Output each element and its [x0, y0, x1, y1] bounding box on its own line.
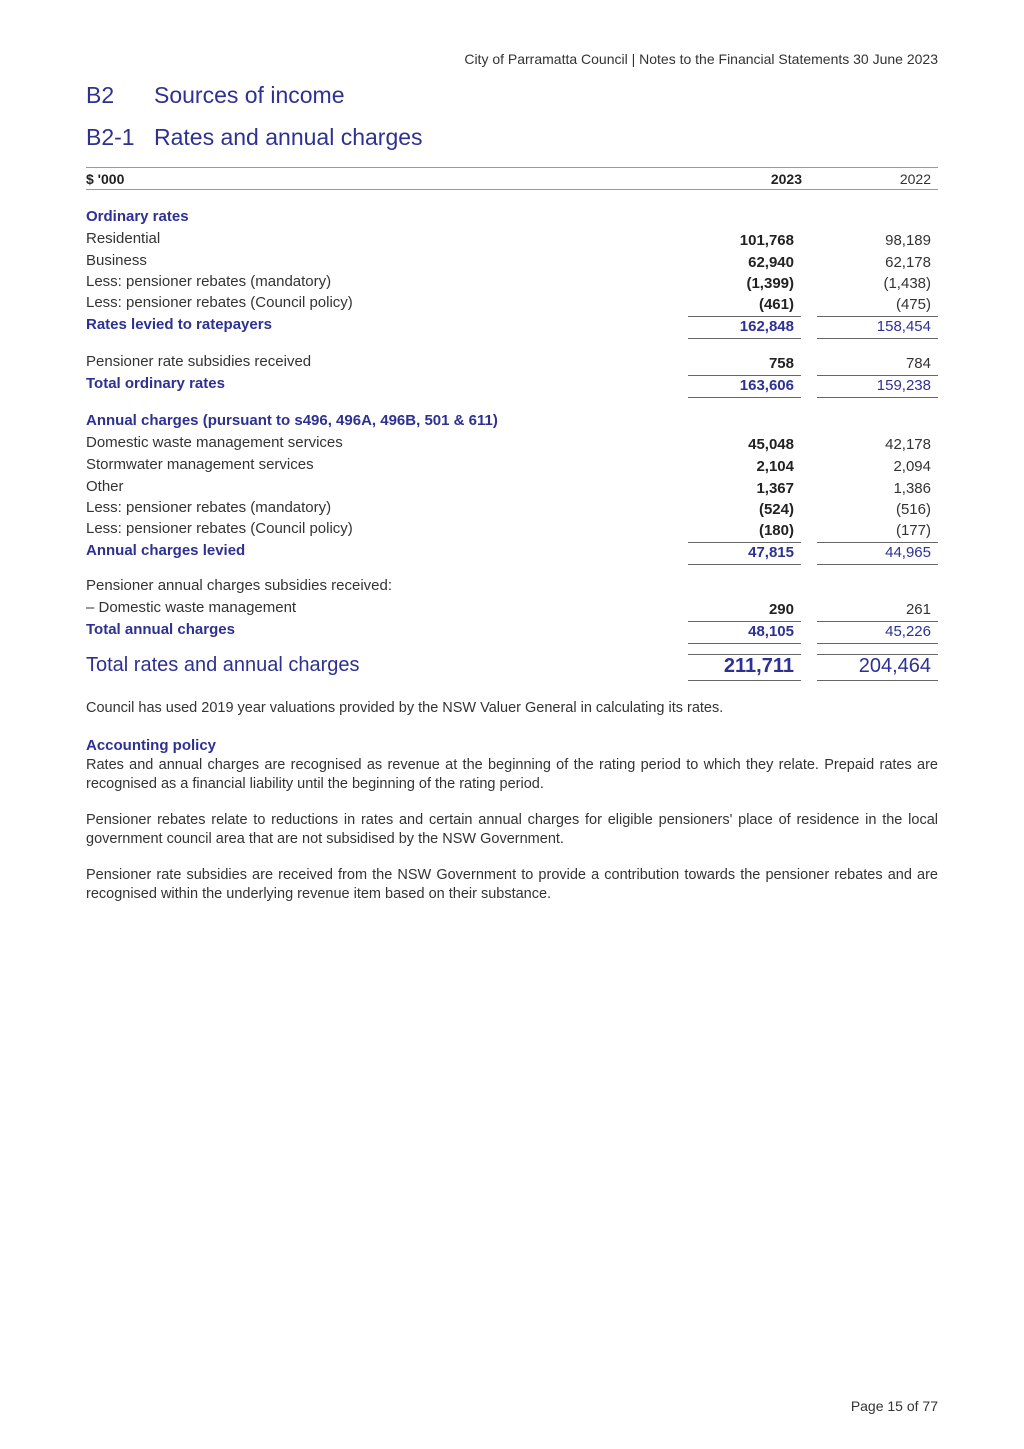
value-2023: (180): [688, 522, 801, 543]
value-2022: 44,965: [817, 544, 938, 565]
row-label: – Domestic waste management: [86, 599, 297, 616]
row-label: Annual charges levied: [86, 542, 246, 559]
value-2023: (461): [688, 296, 801, 317]
value-2022: 159,238: [817, 377, 938, 398]
running-header: City of Parramatta Council | Notes to the Financial Statements 30 June 2023: [464, 51, 938, 67]
value-2023: 1,367: [756, 480, 794, 497]
section-heading-b2: [86, 82, 344, 109]
value-2022: 1,386: [893, 480, 931, 497]
subtotal-row: [86, 316, 938, 338]
valuation-note: Council has used 2019 year valuations provided by the NSW Valuer General in calculating its rates.: [86, 700, 724, 716]
grand-total-row: [86, 654, 938, 684]
section-heading-b2-1: [86, 124, 423, 151]
rates-table: [86, 167, 938, 677]
row-label: Total annual charges: [86, 621, 235, 638]
row-label: Business: [86, 252, 147, 269]
section-title: Sources of income: [154, 82, 345, 108]
group-heading-annual-charges: [86, 412, 938, 434]
value-2023: (524): [758, 501, 794, 518]
row-label: Domestic waste management services: [86, 434, 343, 451]
value-2022: 45,226: [817, 623, 938, 644]
table-row: [86, 230, 938, 252]
row-label: Ordinary rates: [86, 208, 189, 225]
subtotal-row: [86, 621, 938, 643]
subtotal-row: [86, 542, 938, 564]
table-row: [86, 499, 938, 521]
row-label: Annual charges (pursuant to s496, 496A, 496B, 501 & 611): [86, 412, 498, 429]
value-2022: 158,454: [817, 318, 938, 339]
section-title: Rates and annual charges: [154, 124, 423, 150]
value-2022: (475): [817, 296, 938, 317]
row-label: Less: pensioner rebates (mandatory): [86, 273, 332, 290]
row-label: Pensioner annual charges subsidies received:: [86, 577, 393, 594]
value-2023: 758: [688, 355, 801, 376]
value-2022: 62,178: [885, 254, 931, 271]
section-number: B2: [86, 82, 115, 108]
value-2022: 784: [817, 355, 938, 376]
value-2022: (177): [817, 522, 938, 543]
row-label: Less: pensioner rebates (mandatory): [86, 499, 332, 516]
value-2022: 261: [817, 601, 938, 622]
value-2022: 204,464: [817, 654, 938, 681]
col-header-2022: 2022: [899, 171, 931, 187]
value-2022: (516): [895, 501, 931, 518]
value-2022: 42,178: [885, 436, 931, 453]
value-2023: (1,399): [746, 275, 794, 292]
row-label: Stormwater management services: [86, 456, 314, 473]
accounting-policy-paragraph: Pensioner rate subsidies are received from the NSW Government to provide a contribution towards the pensioner rebates and are recognised within the underlying revenue item based on their substance.: [86, 867, 938, 902]
value-2023: 162,848: [688, 318, 801, 339]
row-label: Residential: [86, 230, 161, 247]
table-row: [86, 273, 938, 295]
value-2023: 47,815: [688, 544, 801, 565]
value-2022: 2,094: [893, 458, 931, 475]
col-header-2023: 2023: [770, 171, 802, 187]
accounting-policy-heading: Accounting policy: [86, 737, 217, 754]
table-row: [86, 434, 938, 456]
table-row: [86, 252, 938, 274]
row-label: Other: [86, 478, 124, 495]
table-header: [86, 167, 938, 190]
row-label: Less: pensioner rebates (Council policy): [86, 294, 353, 311]
table-row: [86, 353, 938, 375]
table-row: [86, 294, 938, 316]
group-heading-ordinary-rates: [86, 208, 938, 230]
row-label: Pensioner rate subsidies received: [86, 353, 312, 370]
value-2023: 101,768: [739, 232, 794, 249]
value-2023: 45,048: [748, 436, 794, 453]
value-2023: 62,940: [748, 254, 794, 271]
accounting-policy-paragraph: Pensioner rebates relate to reductions in rates and certain annual charges for eligible pensioners' place of residence in the local government council area that are not subsidised by the NSW Government.: [86, 812, 938, 847]
value-2023: 163,606: [688, 377, 801, 398]
table-row: [86, 599, 938, 621]
accounting-policy-paragraph: Rates and annual charges are recognised as revenue at the beginning of the rating period to which they relate. Prepaid rates are recognised as a financial liability until the beginning of the rating period.: [86, 757, 938, 792]
table-row: [86, 577, 938, 599]
section-number: B2-1: [86, 124, 135, 150]
col-header-label: $ '000: [86, 171, 125, 187]
page-number: Page 15 of 77: [850, 1398, 938, 1414]
value-2022: (1,438): [883, 275, 931, 292]
subtotal-row: [86, 375, 938, 397]
row-label: Total ordinary rates: [86, 375, 225, 392]
value-2023: 2,104: [756, 458, 794, 475]
value-2022: 98,189: [885, 232, 931, 249]
row-label: Less: pensioner rebates (Council policy): [86, 520, 353, 537]
value-2023: 48,105: [688, 623, 801, 644]
table-row: [86, 520, 938, 542]
row-label: Rates levied to ratepayers: [86, 316, 272, 333]
row-label: Total rates and annual charges: [86, 654, 360, 676]
value-2023: 211,711: [688, 654, 801, 681]
table-row: [86, 478, 938, 500]
value-2023: 290: [688, 601, 801, 622]
table-row: [86, 456, 938, 478]
